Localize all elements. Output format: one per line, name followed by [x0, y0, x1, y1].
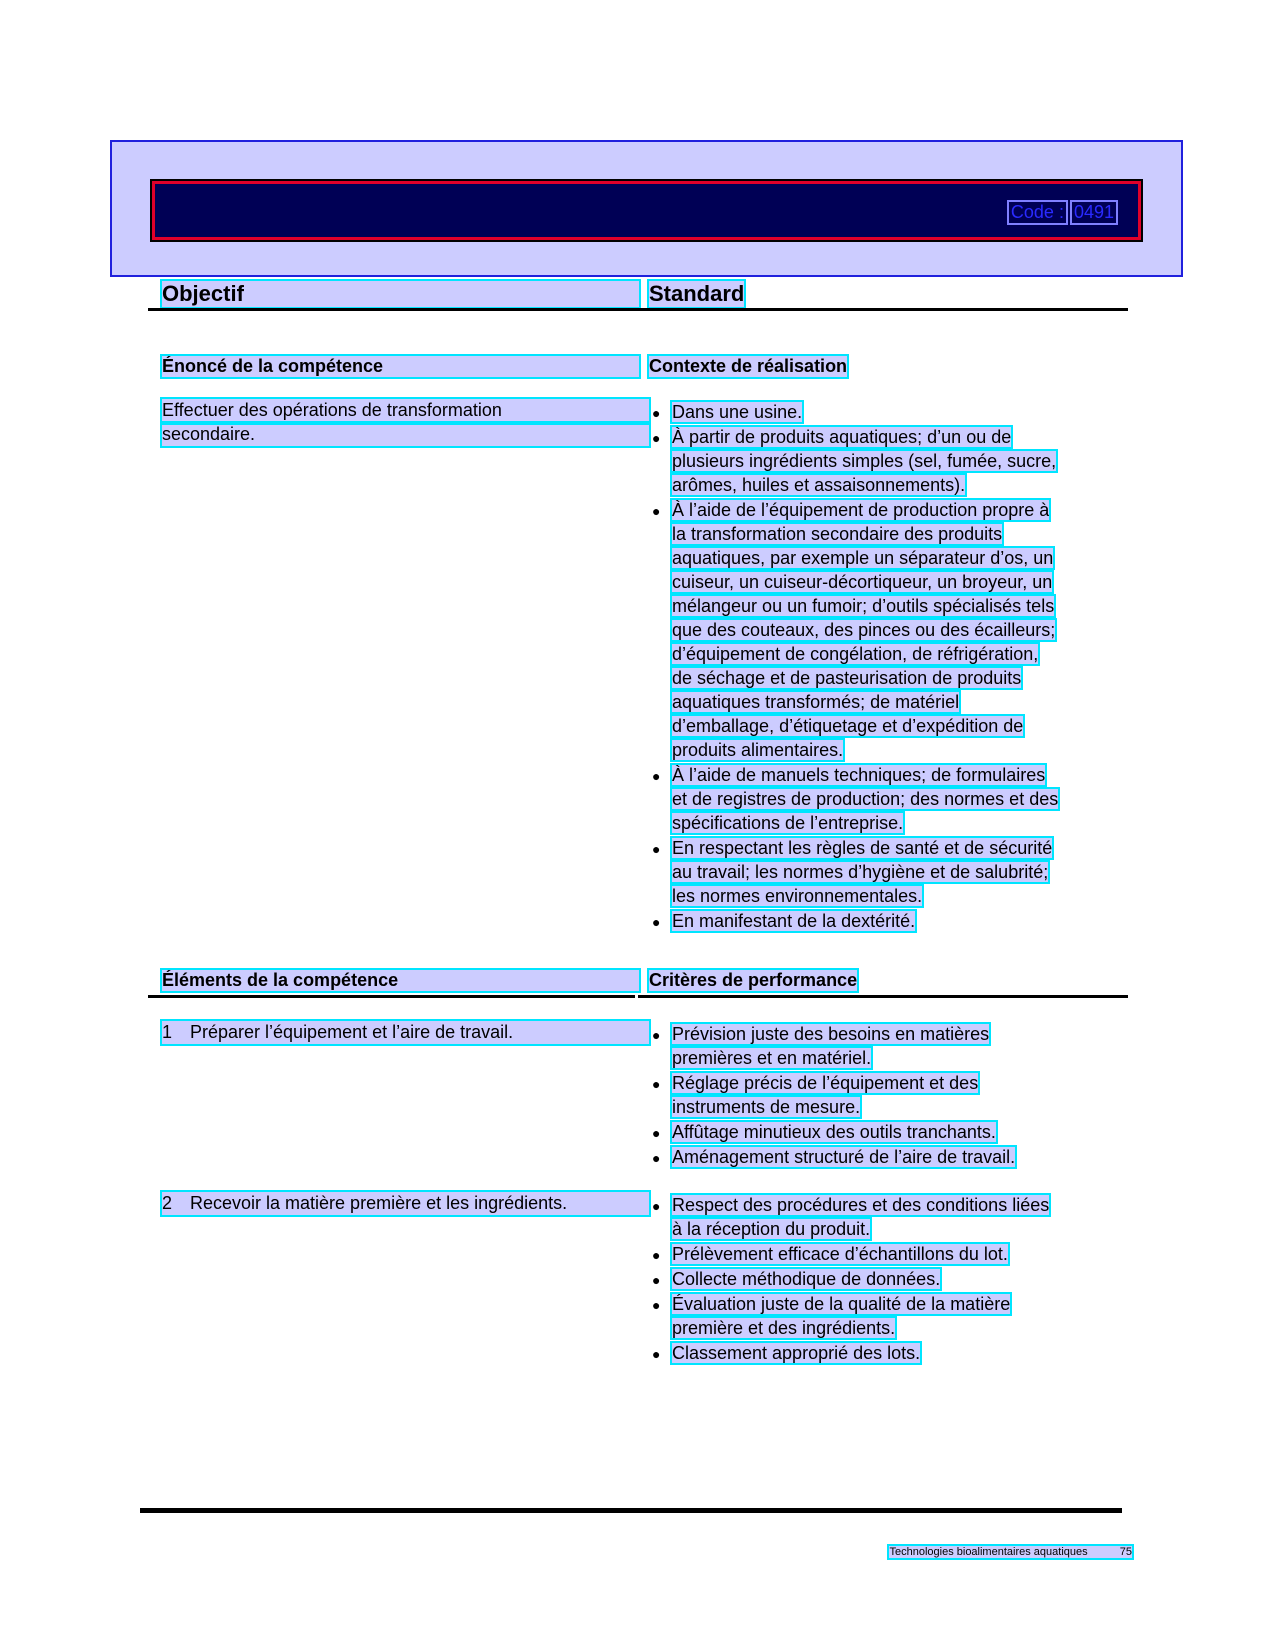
bullet-line: Réglage précis de l’équipement et des — [672, 1073, 979, 1093]
bullet-dot-icon: ● — [652, 1247, 661, 1263]
bullet-line: Affûtage minutieux des outils tranchants. — [672, 1122, 996, 1142]
bullet-line: En manifestant de la dextérité. — [672, 911, 916, 931]
bullet-line: aquatiques, par exemple un séparateur d’os, un — [672, 548, 1054, 568]
elements-rule-left — [148, 995, 635, 998]
bullet-dot-icon: ● — [652, 1150, 661, 1166]
bullet-line: À partir de produits aquatiques; d’un ou de — [672, 427, 1012, 447]
element-row — [162, 1192, 649, 1215]
header-bar — [152, 181, 1141, 240]
bullet-line: Classement approprié des lots. — [672, 1343, 921, 1363]
bullet-dot-icon: ● — [652, 768, 661, 784]
bullet-line: premières et en matériel. — [672, 1048, 872, 1068]
bullet-item — [650, 1193, 1120, 1241]
bullet-line: produits alimentaires. — [672, 740, 844, 760]
bullet-line: mélangeur ou un fumoir; d’outils spécialisés tels — [672, 596, 1055, 616]
bullet-line: aquatiques transformés; de matériel — [672, 692, 960, 712]
bullet-item — [650, 425, 1120, 497]
bullet-dot-icon: ● — [652, 1346, 661, 1362]
enonce-line: secondaire. — [162, 423, 649, 447]
bullet-line: que des couteaux, des pinces ou des écailleurs; — [672, 620, 1056, 640]
element-number: 2 — [162, 1193, 173, 1213]
criteria-list — [650, 1193, 1120, 1366]
bullet-item — [650, 1341, 1120, 1365]
bullet-dot-icon: ● — [652, 1125, 661, 1141]
header-band — [110, 140, 1183, 277]
bullet-dot-icon: ● — [652, 1076, 661, 1092]
bullet-item — [650, 498, 1120, 762]
bullet-line: À l’aide de l’équipement de production propre à — [672, 500, 1050, 520]
bullet-item — [650, 1022, 1120, 1070]
bullet-line: instruments de mesure. — [672, 1097, 861, 1117]
bullet-line: au travail; les normes d’hygiène et de salubrité; — [672, 862, 1049, 882]
bullet-line: à la réception du produit. — [672, 1219, 871, 1239]
column-title-objectif: Objectif — [162, 281, 639, 307]
bullet-line: Aménagement structuré de l’aire de travail. — [672, 1147, 1016, 1167]
bullet-line: Collecte méthodique de données. — [672, 1269, 941, 1289]
criteria-list — [650, 1022, 1120, 1170]
footer-title: Technologies bioalimentaires aquatiques — [889, 1546, 1088, 1558]
bullet-line: cuiseur, un cuiseur-décortiqueur, un broyeur, un — [672, 572, 1053, 592]
program-code — [1009, 202, 1116, 223]
bullet-line: les normes environnementales. — [672, 886, 923, 906]
header-rule — [148, 308, 1128, 311]
bullet-dot-icon: ● — [652, 430, 661, 446]
contexte-list — [650, 400, 1120, 934]
bullet-line: et de registres de production; des normes et des — [672, 789, 1059, 809]
bullet-dot-icon: ● — [652, 1297, 661, 1313]
bullet-item — [650, 1145, 1120, 1169]
bullet-item — [650, 1267, 1120, 1291]
code-value: 0491 — [1073, 202, 1114, 222]
column-title-standard: Standard — [649, 281, 745, 306]
bullet-dot-icon: ● — [652, 1027, 661, 1043]
bullet-line: la transformation secondaire des produits — [672, 524, 1003, 544]
element-label: Recevoir la matière première et les ingrédients. — [190, 1193, 568, 1213]
bullet-line: En respectant les règles de santé et de sécurité — [672, 838, 1053, 858]
footer — [889, 1546, 1132, 1558]
bullet-dot-icon: ● — [652, 503, 661, 519]
bullet-item — [650, 400, 1120, 424]
page-number: 75 — [1119, 1546, 1132, 1558]
bullet-item — [650, 1292, 1120, 1340]
bullet-line: d’emballage, d’étiquetage et d’expédition de — [672, 716, 1024, 736]
bullet-line: Évaluation juste de la qualité de la matière — [672, 1294, 1011, 1314]
criteria-title: Critères de performance — [649, 970, 858, 990]
bullet-line: Respect des procédures et des conditions liées — [672, 1195, 1050, 1215]
enonce-line: Effectuer des opérations de transformation — [162, 399, 649, 423]
bullet-line: Prélèvement efficace d’échantillons du lot. — [672, 1244, 1008, 1264]
bullet-item — [650, 909, 1120, 933]
bullet-line: Prévision juste des besoins en matières — [672, 1024, 990, 1044]
footer-rule — [140, 1508, 1122, 1513]
bullet-item — [650, 836, 1120, 908]
elements-title: Éléments de la compétence — [162, 970, 639, 991]
bullet-dot-icon: ● — [652, 914, 661, 930]
bullet-dot-icon: ● — [652, 1198, 661, 1214]
element-row — [162, 1021, 649, 1044]
enonce-text — [162, 399, 649, 446]
bullet-dot-icon: ● — [652, 841, 661, 857]
bullet-item — [650, 1120, 1120, 1144]
bullet-item — [650, 1242, 1120, 1266]
bullet-line: À l’aide de manuels techniques; de formulaires — [672, 765, 1046, 785]
bullet-item — [650, 1071, 1120, 1119]
code-label: Code : — [1010, 202, 1064, 222]
element-number: 1 — [162, 1022, 173, 1042]
bullet-line: Dans une usine. — [672, 402, 803, 422]
bullet-line: arômes, huiles et assaisonnements). — [672, 475, 966, 495]
bullet-line: spécifications de l’entreprise. — [672, 813, 904, 833]
bullet-line: de séchage et de pasteurisation de produits — [672, 668, 1022, 688]
elements-rule-right — [638, 995, 1128, 998]
bullet-item — [650, 763, 1120, 835]
bullet-dot-icon: ● — [652, 405, 661, 421]
bullet-line: plusieurs ingrédients simples (sel, fumée, sucre, — [672, 451, 1057, 471]
bullet-line: première et des ingrédients. — [672, 1318, 896, 1338]
bullet-line: d’équipement de congélation, de réfrigération, — [672, 644, 1039, 664]
bullet-dot-icon: ● — [652, 1272, 661, 1288]
element-label: Préparer l’équipement et l’aire de travail. — [190, 1022, 514, 1042]
enonce-title: Énoncé de la compétence — [162, 356, 639, 377]
contexte-title: Contexte de réalisation — [649, 356, 848, 376]
